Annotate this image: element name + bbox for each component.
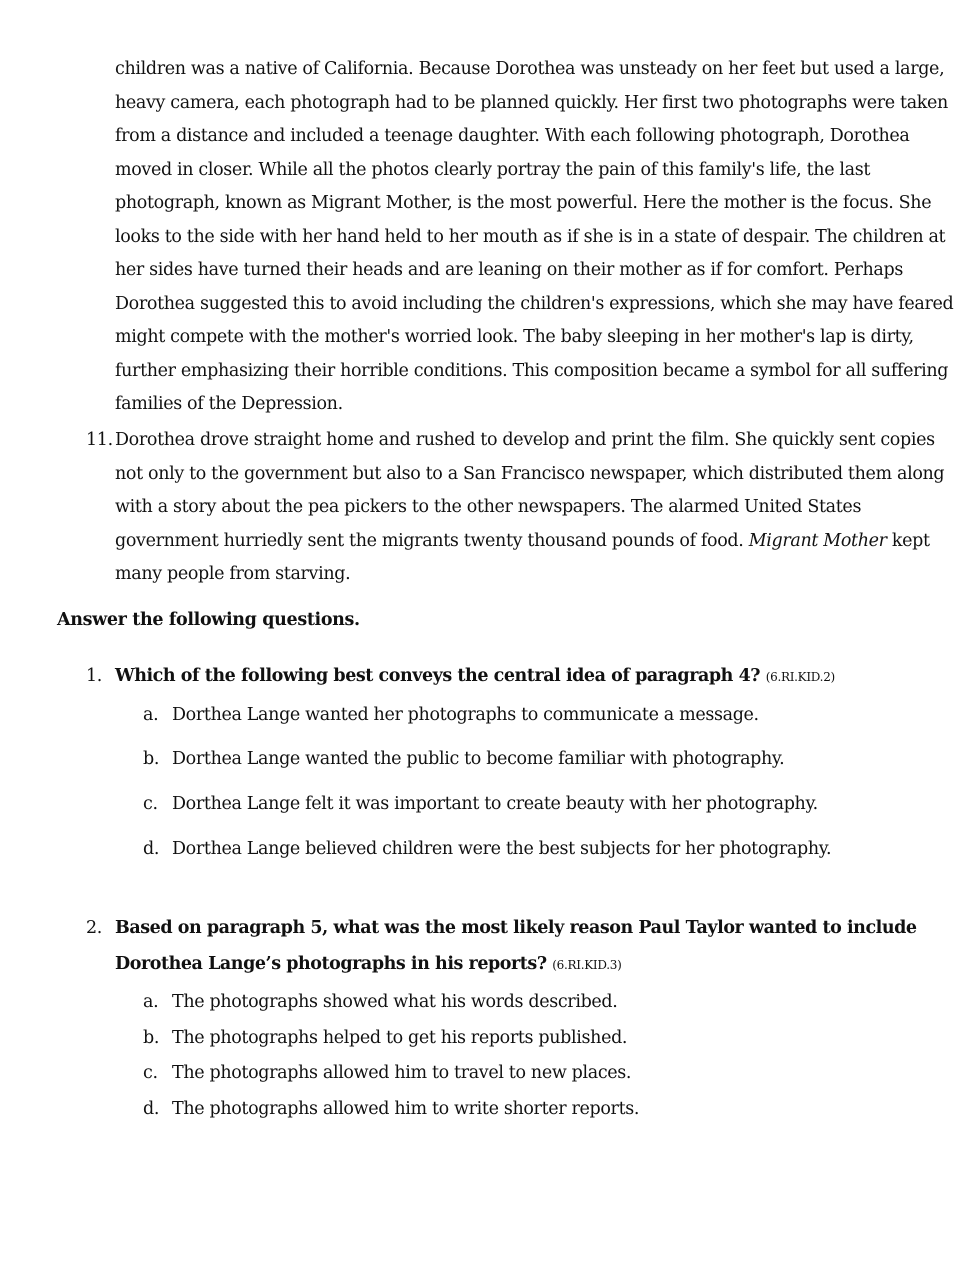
question-1-option-c[interactable]: Dorthea Lange felt it was important to create beauty with her photography. <box>172 794 818 814</box>
text-line: looks to the side with her hand held to her mouth as if she is in a state of despair. The children at <box>115 226 946 247</box>
question-2-text-line1: Based on paragraph 5, what was the most likely reason Paul Taylor wanted to include <box>115 918 917 938</box>
italic-title: Migrant Mother <box>748 530 887 551</box>
questions-heading: Answer the following questions. <box>57 610 360 630</box>
question-1-text <box>115 666 835 686</box>
text-line: not only to the government but also to a San Francisco newspaper, which distributed them along <box>115 463 945 484</box>
text-line: with a story about the pea pickers to the other newspapers. The alarmed United States <box>115 497 862 517</box>
option-letter: a. <box>143 992 159 1012</box>
question-stem: Which of the following best conveys the central idea of paragraph 4? <box>115 666 761 686</box>
text-line <box>115 525 930 559</box>
question-stem: Dorothea Lange’s photographs in his reports? <box>115 954 547 974</box>
option-letter: b. <box>143 749 160 769</box>
question-1-option-b[interactable]: Dorthea Lange wanted the public to become familiar with photography. <box>172 749 785 769</box>
text-line: many people from starving. <box>115 564 351 584</box>
standard-code: (6.RI.KID.2) <box>765 670 835 684</box>
option-letter: d. <box>143 1099 160 1119</box>
paragraph-11-number: 11. <box>86 430 113 450</box>
text-line: heavy camera, each photograph had to be planned quickly. Her first two photographs were taken <box>115 92 948 113</box>
text-line: moved in closer. While all the photos clearly portray the pain of this family's life, the last <box>115 159 871 180</box>
question-2-number: 2. <box>86 918 102 938</box>
text-segment: kept <box>886 530 930 551</box>
standard-code: (6.RI.KID.3) <box>552 958 622 972</box>
text-line: her sides have turned their heads and are leaning on their mother as if for comfort. Perhaps <box>115 260 903 280</box>
text-line: from a distance and included a teenage daughter. With each following photograph, Dorothea <box>115 126 910 146</box>
option-letter: d. <box>143 839 160 859</box>
question-2-option-b[interactable]: The photographs helped to get his reports published. <box>172 1028 628 1048</box>
text-line: Dorothea drove straight home and rushed to develop and print the film. She quickly sent copies <box>115 430 935 450</box>
question-1-option-a[interactable]: Dorthea Lange wanted her photographs to communicate a message. <box>172 705 759 725</box>
question-1-number: 1. <box>86 666 102 686</box>
text-line: further emphasizing their horrible conditions. This composition became a symbol for all suffering <box>115 360 949 381</box>
text-line: families of the Depression. <box>115 394 343 414</box>
paragraph-11 <box>115 424 945 592</box>
text-line: Dorothea suggested this to avoid including the children's expressions, which she may have feared <box>115 293 954 314</box>
question-2-option-a[interactable]: The photographs showed what his words described. <box>172 992 618 1012</box>
question-1-option-d[interactable]: Dorthea Lange believed children were the best subjects for her photography. <box>172 839 832 859</box>
option-letter: c. <box>143 794 158 814</box>
text-line: might compete with the mother's worried look. The baby sleeping in her mother's lap is dirty, <box>115 327 914 347</box>
text-line: children was a native of California. Because Dorothea was unsteady on her feet but used a large, <box>115 59 945 79</box>
option-letter: a. <box>143 705 159 725</box>
question-2-option-c[interactable]: The photographs allowed him to travel to new places. <box>172 1063 632 1083</box>
option-letter: c. <box>143 1063 158 1083</box>
paragraph-10-continuation <box>115 53 954 422</box>
question-2-text-line2 <box>115 954 621 974</box>
option-letter: b. <box>143 1028 160 1048</box>
question-2-option-d[interactable]: The photographs allowed him to write shorter reports. <box>172 1099 640 1119</box>
text-segment: government hurriedly sent the migrants twenty thousand pounds of food. <box>115 530 749 551</box>
text-line: photograph, known as Migrant Mother, is the most powerful. Here the mother is the focus. She <box>115 193 932 213</box>
